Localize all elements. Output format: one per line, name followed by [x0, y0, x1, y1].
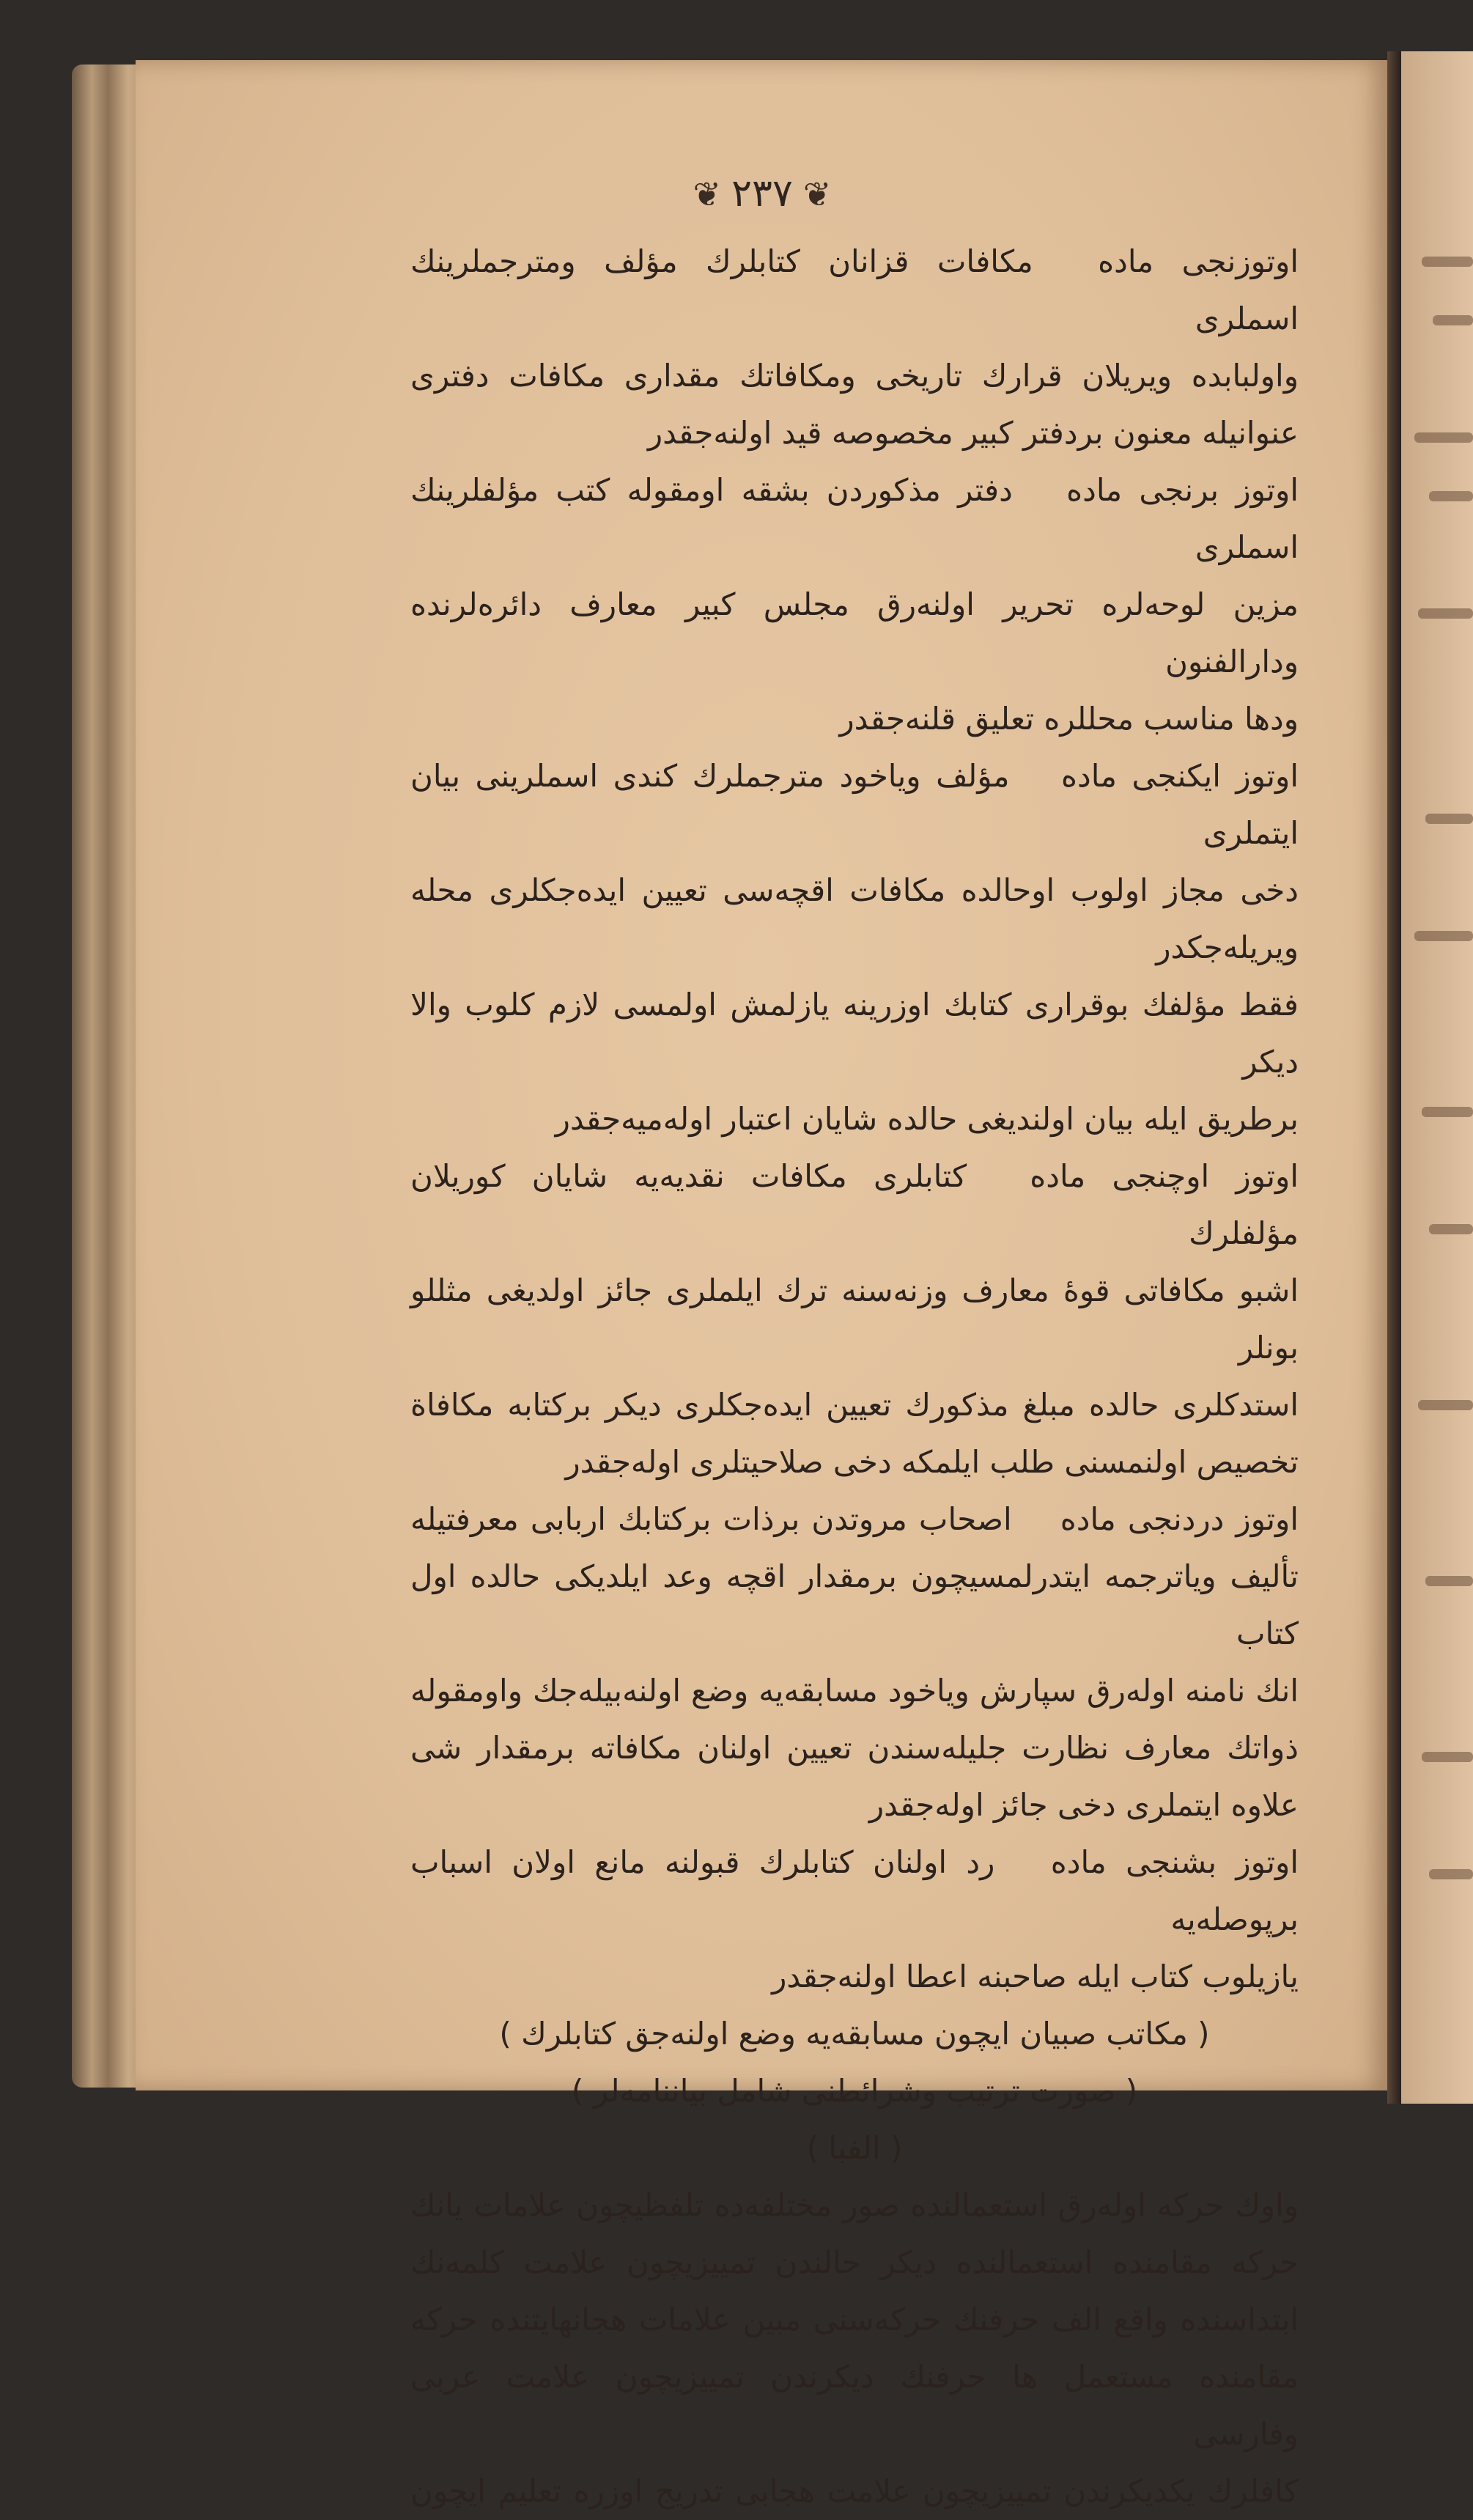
section-heading: ( الفبا )	[806, 2130, 903, 2166]
text-line	[410, 347, 1299, 405]
line-text: کافلرك یکدیکرندن تمییزیچون علامت هجابی تدریج اوزره تعلیم ایچون	[410, 2473, 1299, 2509]
text-line	[410, 1662, 1299, 1720]
line-text: مؤلف وياخود مترجملرك کندی اسملرینی بیان ایتملری	[410, 758, 1299, 851]
text-line	[410, 1548, 1299, 1662]
text-line	[410, 1777, 1299, 1834]
line-text: دخی مجاز اولوب اوحالده مکافات اقچه‌سی تعیین ایده‌جکلری محله ویریله‌جکدر	[410, 872, 1299, 965]
body-text	[410, 233, 1299, 2520]
text-line	[410, 2291, 1299, 2348]
line-text: ودها مناسب محللره تعلیق قلنه‌جقدر	[839, 701, 1299, 737]
line-text: اصحاب مروتدن برذات برکتابك اربابی معرفتیله	[410, 1501, 1012, 1537]
article-number: اوتوز بشنجی ماده	[1050, 1844, 1299, 1880]
article-number: اوتوز اوچنجی ماده	[1030, 1158, 1299, 1194]
text-line	[410, 862, 1299, 976]
page-number-header	[136, 170, 1389, 217]
line-text: مزین لوحه‌لره تحریر اولنه‌رق مجلس کبیر معارف دائره‌لرنده ودارالفنون	[410, 586, 1299, 679]
text-line	[410, 462, 1299, 576]
text-line	[410, 690, 1299, 748]
line-text: تألیف ویاترجمه ایتدرلمسیچون برمقدار اقچه وعد ایلدیکی حالده اول کتاب	[410, 1558, 1299, 1651]
text-line	[410, 2348, 1299, 2463]
line-text: انك نامنه اوله‌رق سپارش ویاخود مسابقه‌یه وضع اولنه‌بیله‌جك واومقوله	[410, 1673, 1299, 1709]
text-line	[410, 1720, 1299, 1777]
line-text: واوك حرکه اوله‌رق استعمالنده صور مختلفه‌ده تلفظیچون علامات یانك	[410, 2187, 1299, 2223]
section-heading: ( صورت ترتیب وشرائطنی شامل بیاننامه‌لر )	[571, 2073, 1138, 2109]
page-number: ٢٣٧	[731, 172, 793, 215]
text-line	[410, 1434, 1299, 1491]
line-text: استدکلری حالده مبلغ مذکورك تعیین ایده‌جکلری دیکر برکتابه مکافاة	[410, 1387, 1299, 1423]
text-line	[410, 1148, 1299, 1262]
line-text: رد اولنان کتابلرك قبولنه مانع اولان اسباب برپوصله‌یه	[410, 1844, 1299, 1937]
facing-page-edge	[1401, 51, 1473, 2104]
section-heading: ( مکاتب صبیان ایچون مسابقه‌یه وضع اولنه‌جق کتابلرك )	[499, 2016, 1210, 2052]
article-number: اوتوز دردنجی ماده	[1060, 1501, 1299, 1537]
text-line	[410, 1262, 1299, 1377]
text-line	[410, 2463, 1299, 2520]
text-line	[410, 405, 1299, 462]
article-number: اوتوزنجی ماده	[1098, 243, 1299, 279]
text-line	[410, 1091, 1299, 1148]
line-text: ابتداسنده واقع الف حرفنك حرکه‌سنی مبین علامات هجانهایتنده حرکه	[410, 2302, 1299, 2337]
text-line	[410, 2177, 1299, 2234]
line-text: مقامنده مستعمل ها حرفنك دیکرندن تمییزیچون علامت عربی وفارسی	[410, 2359, 1299, 2452]
line-text: برطریق ایله بیان اولندیغی حالده شایان اعتبار اوله‌میه‌جقدر	[555, 1101, 1299, 1137]
line-text: عنوانیله معنون بردفتر کبیر مخصوصه قید اولنه‌جقدر	[647, 415, 1299, 451]
line-text: کتابلری مکافات نقدیه‌یه شایان کوریلان مؤلفلرك	[410, 1158, 1299, 1251]
line-text: یازیلوب کتاب ایله صاحبنه اعطا اولنه‌جقدر	[772, 1959, 1299, 1994]
text-line	[410, 1834, 1299, 1948]
line-text: تخصیص اولنمسنی طلب ایلمکه دخی صلاحیتلری اوله‌جقدر	[565, 1444, 1299, 1480]
text-line	[410, 1491, 1299, 1548]
line-text: واولبابده ویریلان قرارك تاریخی ومکافاتك مقداری مکافات دفتری	[410, 358, 1299, 394]
line-text: دفتر مذکوردن بشقه اومقوله کتب مؤلفلرینك اسملری	[410, 472, 1299, 565]
text-line	[410, 976, 1299, 1091]
line-text: علاوه ایتملری دخی جائز اوله‌جقدر	[868, 1787, 1299, 1823]
text-line	[410, 1377, 1299, 1434]
line-text: مکافات قزانان کتابلرك مؤلف ومترجملرینك اسملری	[410, 243, 1299, 336]
text-line	[410, 233, 1299, 347]
text-line	[410, 576, 1299, 690]
line-text: فقط مؤلفك بوقراری کتابك اوزرینه یازلمش اولمسی لازم کلوب والا دیکر	[410, 987, 1299, 1080]
text-line	[410, 1948, 1299, 2005]
floral-ornament-icon: ❦	[802, 174, 832, 214]
line-text: حرکه مقامنده استعمالنده دیکر حالندن تمییزیچون علامت کلمه‌نك	[410, 2244, 1299, 2280]
text-line	[410, 748, 1299, 862]
floral-ornament-icon: ❦	[693, 174, 722, 214]
article-number: اوتوز برنجی ماده	[1066, 472, 1299, 508]
article-number: اوتوز ایکنجی ماده	[1061, 758, 1299, 794]
text-line	[410, 2234, 1299, 2291]
line-text: ذواتك معارف نظارت جلیله‌سندن تعیین اولنان مکافاته برمقدار شی	[410, 1730, 1299, 1766]
line-text: اشبو مکافاتی قوهٔ معارف وزنه‌سنه ترك ایلملری جائز اولدیغی مثللو بونلر	[410, 1272, 1299, 1366]
